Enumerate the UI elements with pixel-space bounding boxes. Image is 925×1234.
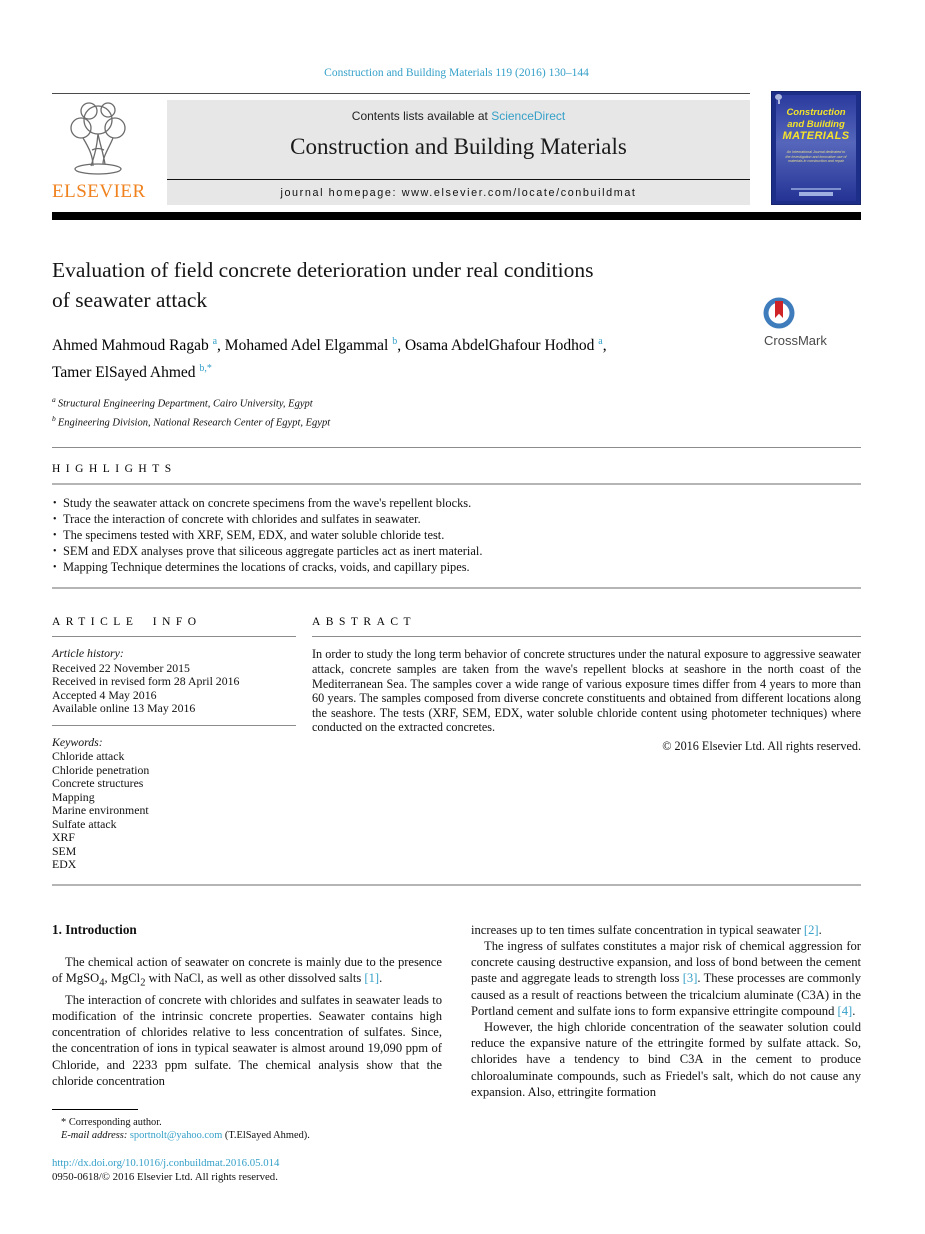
author-affil-sup[interactable]: a: [212, 336, 218, 347]
elsevier-logo[interactable]: [52, 98, 165, 204]
keyword: Sulfate attack: [52, 816, 117, 831]
affiliation: $^a$ Structural Engineering Department, Cairo University, Egypt: [52, 395, 313, 410]
chem-subscript: 2: [140, 977, 146, 989]
divider: [52, 483, 861, 485]
highlight-item: • Mapping Technique determines the locations of cracks, voids, and capillary pipes.: [52, 559, 861, 575]
footnote-rule: [52, 1109, 138, 1110]
corresponding-author-note: * Corresponding author.: [61, 1116, 162, 1128]
keyword: Marine environment: [52, 803, 149, 818]
footnote: [52, 1109, 442, 1184]
citation-ref-1[interactable]: [1]: [364, 971, 380, 986]
doi-block: [52, 1156, 442, 1184]
masthead: [52, 94, 861, 206]
paragraph: The ingress of sulfates constitutes a major risk of chemical aggression for concrete causing destructive expansion, and loss of bond between the cement paste and aggregate leads to strength loss [3]. These processes are commonly caused as a result of reactions between the tricalcium aluminate (C3A) in the Portland cement and sulfate ions to form expansive ettringite compound [4].: [471, 939, 861, 1018]
sciencedirect-link[interactable]: ScienceDirect: [491, 109, 566, 123]
keywords-label: Keywords:: [52, 734, 103, 749]
journal-header-box: [167, 100, 750, 205]
journal-title: Construction and Building Materials: [290, 134, 627, 159]
article-history-label: Article history:: [52, 646, 124, 661]
highlight-item: • Study the seawater attack on concrete specimens from the wave's repellent blocks.: [52, 495, 861, 511]
body-text: [52, 922, 861, 1184]
history-entry: Received 22 November 2015: [52, 660, 190, 675]
elsevier-wordmark: ELSEVIER: [52, 181, 146, 202]
history-entry: Received in revised form 28 April 2016: [52, 674, 240, 689]
divider: [52, 587, 861, 589]
paragraph: The chemical action of seawater on concrete is mainly due to the presence of MgSO$_4$, MgCl$_2$ with NaCl, as well as other dissolved salts [1].: [52, 954, 442, 989]
author-line-1: Ahmed Mahmoud Ragab $^a$, Mohamed Adel Elgammal $^b$, Osama AbdelGhafour Hodhod $^a$,: [52, 336, 607, 355]
paper-title-line1: Evaluation of field concrete deterioration under real conditions: [52, 258, 594, 282]
keywords: [52, 736, 296, 872]
author-affil-sup[interactable]: b: [392, 336, 398, 347]
keyword: Chloride penetration: [52, 762, 150, 777]
chem-subscript: 4: [99, 977, 105, 989]
author-name: Osama AbdelGhafour Hodhod: [404, 337, 595, 355]
citation-ref-3[interactable]: [3]: [682, 971, 698, 986]
cover-title: [772, 107, 860, 164]
highlight-item: • Trace the interaction of concrete with chlorides and sulfates in seawater.: [52, 511, 861, 527]
cover-title-line2: and Building: [787, 118, 845, 130]
paper-title-line2: of seawater attack: [52, 288, 208, 312]
author-name: Tamer ElSayed Ahmed: [52, 364, 196, 382]
history-entry: Accepted 4 May 2016: [52, 687, 157, 702]
contents-prefix: Contents lists available at: [351, 109, 492, 123]
citation-ref-2[interactable]: [2]: [803, 922, 819, 937]
page-content: [52, 0, 861, 1184]
crossmark-icon: [761, 304, 797, 321]
author-name: Mohamed Adel Elgammal: [224, 337, 389, 355]
journal-citation: Construction and Building Materials 119 (2016) 130–144: [324, 67, 589, 79]
affiliation: $^b$ Engineering Division, National Research Center of Egypt, Egypt: [52, 413, 331, 429]
history-entry: Available online 13 May 2016: [52, 701, 196, 716]
author-list: [52, 330, 861, 384]
info-abstract-section: [52, 616, 861, 872]
divider: [52, 725, 296, 726]
highlight-item: • The specimens tested with XRF, SEM, EDX, and water soluble chloride test.: [52, 527, 861, 543]
highlights-heading: HIGHLIGHTS: [52, 463, 177, 476]
body-column-left: [52, 922, 442, 1184]
section-heading-introduction: 1. Introduction: [52, 921, 137, 937]
highlights-list: [52, 495, 861, 575]
paper-title: [52, 255, 861, 315]
keyword: SEM: [52, 843, 77, 858]
divider: [52, 447, 861, 448]
cover-publisher-mark: [799, 192, 832, 196]
abstract-copyright: © 2016 Elsevier Ltd. All rights reserved.: [662, 738, 861, 753]
citation-ref-4[interactable]: [4]: [837, 1003, 853, 1018]
affiliations: [52, 393, 861, 430]
divider: [52, 636, 296, 637]
abstract-heading: ABSTRACT: [312, 616, 417, 629]
author-name: Ahmed Mahmoud Ragab: [52, 337, 209, 355]
paragraph: The interaction of concrete with chlorides and sulfates in seawater leads to modification of the intrinsic concrete properties. Seawater contains high concentration of chlorides relative to less concentration of sulfates. Since, the concentration of ions in typical seawater is almost around 19,090 ppm of Chloride, and 2233 ppm sulfate. The chemical analysis show that the chloride concentration: [52, 992, 442, 1088]
abstract-text: In order to study the long term behavior of concrete structures under the natural exposure to aggressive seawater attack, concrete samples are taken from the wave's repellent blocks at seashore in the north coast of the Mediterranean Sea. The samples cover a wide range of various exposure times differ from 4 years to more than 60 years. The samples composed from diverse concrete constituents and obtained from different locations along the seashore. The tests (XRF, SEM, EDX, water soluble chloride content using photometer techniques) where conducted on the extracted concretes.: [312, 647, 861, 735]
journal-cover-thumbnail[interactable]: [771, 91, 861, 205]
author-line-2: [52, 357, 861, 384]
keyword: Mapping: [52, 789, 95, 804]
body-column-right: [471, 922, 861, 1184]
divider: [312, 636, 861, 637]
contents-line: [167, 109, 750, 123]
paragraph: increases up to ten times sulfate concentration in typical seawater [2].: [471, 922, 822, 937]
highlight-item: • SEM and EDX analyses prove that siliceous aggregate particles act as inert material.: [52, 543, 861, 559]
doi-link[interactable]: http://dx.doi.org/10.1016/j.conbuildmat.2016.05.014: [52, 1156, 280, 1169]
header-inner-rule: [167, 179, 750, 181]
keyword: EDX: [52, 857, 77, 872]
abstract-column: [312, 616, 861, 872]
email-note: E-mail address: sportnolt@yahoo.com (T.ElSayed Ahmed).: [61, 1130, 310, 1142]
divider: [52, 884, 861, 886]
paragraph: However, the high chloride concentration of the seawater solution could reduce the expansive nature of the ettringite formed by sulfate attack. So, chlorides have a tendency to bind C3A in the cement to produce chloroaluminate compounds, such as Friedel's salt, which do not cause any expansion. Also, ettringite formation: [471, 1020, 861, 1099]
keyword: Chloride attack: [52, 749, 125, 764]
article-history: [52, 647, 296, 716]
corresponding-author-sup[interactable]: b,*: [199, 363, 212, 375]
keyword: Concrete structures: [52, 776, 144, 791]
elsevier-tree-icon: [52, 165, 144, 182]
crossmark-badge[interactable]: [761, 295, 861, 348]
cover-subtitle: An International Journal dedicated to the investigation and innovative use of materials in construction and repair: [785, 150, 847, 164]
keyword: XRF: [52, 830, 75, 845]
masthead-black-bar: [52, 212, 861, 220]
cover-title-line1: Construction: [786, 107, 846, 118]
article-info-heading: ARTICLE INFO: [52, 616, 202, 629]
cover-title-line3: MATERIALS: [782, 130, 850, 142]
journal-homepage-link[interactable]: journal homepage: www.elsevier.com/locate/conbuildmat: [280, 187, 637, 199]
article-info-column: [52, 616, 296, 872]
author-affil-sup[interactable]: a: [598, 336, 603, 347]
email-link[interactable]: sportnolt@yahoo.com: [129, 1130, 223, 1142]
cover-tree-icon: [775, 94, 784, 104]
crossmark-label: CrossMark: [764, 332, 827, 348]
issn-copyright-line: 0950-0618/© 2016 Elsevier Ltd. All rights reserved.: [52, 1170, 278, 1183]
cover-decor-line: [791, 188, 840, 190]
